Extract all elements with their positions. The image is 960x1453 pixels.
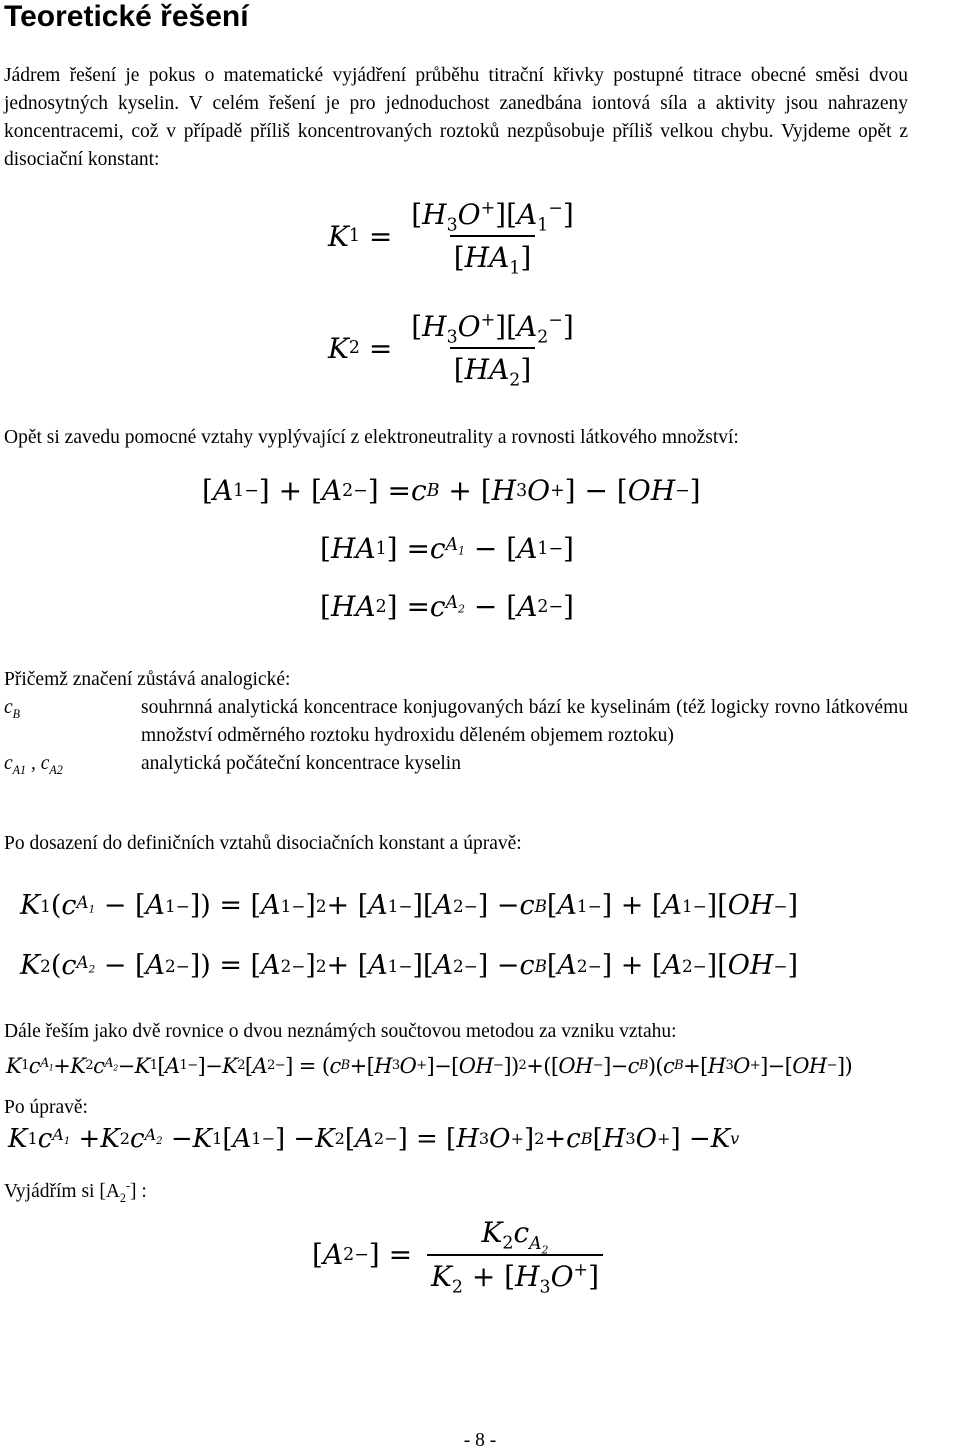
- definition-row: [4, 694, 908, 750]
- definition-text: souhrnná analytická koncentrace konjugovaných bází ke kyselinám (též logicky rovno látkovému množství odměrného roztoku hydroxidu děleném objemem roztoku): [141, 697, 908, 746]
- equation-ha1: [ HA 1 ] = c $A_1$ − [ A 1 − ]: [320, 532, 574, 565]
- equation-simplified: K 1 c $A_1$ + K 2 c $A_2$ − K 1 [ A 1 − ] − K 2 [ A 2 − ] = [ H 3 O + ] 2 + c B [ H 3 O + ] − K v: [8, 1124, 740, 1154]
- intro-paragraph: Jádrem řešení je pokus o matematické vyjádření průběhu titrační křivky postupné titrace obecné směsi dvou jednosytných kyselin. V celém řešení je pro jednoduchost zanedbána iontová síla a aktivity jsou nahrazeny koncentracemi, což v případě příliš koncentrovaných roztoků nezpůsobuje příliš velkou chybu. Vyjdeme opět z disociační konstant:: [4, 65, 908, 170]
- equation-ha2: [ HA 2 ] = c $A_2$ − [ A 2 − ]: [320, 590, 574, 623]
- equation-k2-substituted: K 2 ( c $A_2$ − [ A 2 − ]) = [ A 2 − ] 2 + [ A 1 − ][ A 2 − ] − c B [ A 2 − ] + [ A 2 − ][ OH − ]: [20, 950, 798, 981]
- definition-symbol: $c_B$: [4, 697, 21, 721]
- express-label: Vyjádřím si $[A_2^-]$ :: [4, 1178, 147, 1205]
- definitions-list: [4, 694, 908, 778]
- equation-combined: K 1 c $A_1$ + K 2 c $A_2$ − K 1 [ A 1 − ]− K 2 [ A 2 − ] = ( c B +[ H 3 O + ]−[ OH − ]) 2 +([ OH − ]− c B )( c B +[ H 3 O + ]−[ OH − ]): [6, 1054, 853, 1078]
- notation-intro: Přičemž značení zůstává analogické:: [4, 669, 291, 690]
- definition-text: analytická počáteční koncentrace kyselin: [141, 753, 461, 774]
- definition-row: [4, 750, 908, 778]
- definition-symbol: $c_{A1}$ , $c_{A2}$: [4, 753, 63, 777]
- equation-k2: K 2 = $\frac{[H_3O^+][A_2^-]}{[HA_2]}$: [328, 310, 574, 391]
- substitution-paragraph: Po dosazení do definičních vztahů disociačních konstant a úpravě:: [4, 833, 522, 854]
- after-edit-label: Po úpravě:: [4, 1097, 88, 1118]
- equation-k1: K 1 = $\frac{[H_3O^+][A_1^-]}{[HA_1]}$: [328, 198, 574, 279]
- further-paragraph: Dále řeším jako dvě rovnice o dvou neznámých součtovou metodou za vzniku vztahu:: [4, 1021, 677, 1042]
- equation-k1-substituted: K 1 ( c $A_1$ − [ A 1 − ]) = [ A 1 − ] 2 + [ A 1 − ][ A 2 − ] − c B [ A 1 − ] + [ A 1 − ][ OH − ]: [20, 890, 798, 921]
- balance-paragraph: Opět si zavedu pomocné vztahy vyplývající z elektroneutrality a rovnosti látkového množství:: [4, 427, 739, 448]
- equation-a2: [ A 2 − ] = $\frac{K_2c_{A_2}}{K_2 + [H_3O^+]}$: [312, 1216, 609, 1293]
- page-number: - 8 -: [463, 1430, 497, 1451]
- page-title: Teoretické řešení: [4, 0, 249, 33]
- equation-electroneutrality: [ A 1 − ] + [ A 2 − ] = c B + [ H 3 O + ] − [ OH − ]: [202, 474, 701, 507]
